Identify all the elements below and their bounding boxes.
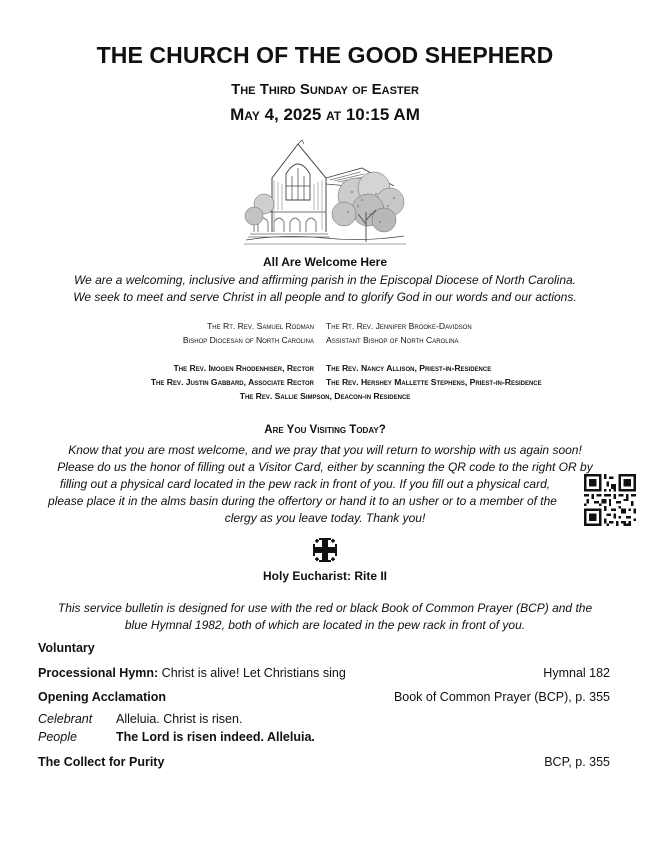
- deacon: The Rev. Sallie Simpson, Deacon-in Residence: [239, 391, 411, 401]
- bishop-diocesan: [183, 319, 314, 347]
- visiting-heading: Are You Visiting Today?: [264, 424, 386, 436]
- clergy-left-column: [151, 361, 314, 389]
- clergy-role: Assistant Bishop of North Carolina: [326, 335, 459, 345]
- qr-code-icon[interactable]: [584, 474, 636, 526]
- church-title: THE CHURCH OF THE GOOD SHEPHERD: [96, 42, 554, 68]
- clergy-role: Bishop Diocesan of North Carolina: [182, 335, 314, 345]
- visiting-line: Know that you are most welcome, and we pray that you will return to worship with us again soon!: [68, 443, 582, 457]
- note-line: blue Hymnal 1982, both of which are located in the pew rack in front of you.: [124, 618, 526, 632]
- clergy-name: The Rt. Rev. Samuel Rodman: [207, 321, 314, 331]
- celebrant-role: Celebrant: [38, 712, 93, 726]
- acclamation-ref: Book of Common Prayer (BCP), p. 355: [393, 690, 610, 704]
- visiting-line: filling out a physical card located in the pew rack in front of you. If you fill out a physical card,: [59, 477, 551, 491]
- processional-label: Processional Hymn:: [38, 666, 159, 680]
- collect-row: [38, 755, 610, 769]
- people-role: People: [38, 730, 77, 744]
- clergy-right-column: [326, 361, 542, 389]
- people-text: The Lord is risen indeed. Alleluia.: [116, 730, 315, 744]
- welcome-line: We are a welcoming, inclusive and affirming parish in the Episcopal Diocese of North Carolina.: [73, 273, 577, 287]
- clergy-name: The Rev. Imogen Rhodenhiser, Rector: [173, 363, 314, 373]
- clergy-name: The Rev. Nancy Allison, Priest-in-Residence: [326, 363, 492, 373]
- jerusalem-cross-icon: [311, 536, 339, 564]
- visiting-line: Please do us the honor of filling out a Visitor Card, either by scanning the QR code to the right OR by: [57, 460, 593, 474]
- collect-ref: BCP, p. 355: [544, 755, 610, 769]
- church-building-illustration: [244, 134, 406, 246]
- welcome-statement: [0, 272, 650, 306]
- acclamation-label: Opening Acclamation: [38, 690, 167, 704]
- collect-label: The Collect for Purity: [38, 755, 165, 769]
- processional-ref: Hymnal 182: [543, 666, 610, 680]
- clergy-name: The Rev. Justin Gabbard, Associate Rector: [150, 377, 314, 387]
- visiting-line: clergy as you leave today. Thank you!: [224, 511, 426, 525]
- processional-hymn-row: [38, 666, 610, 680]
- welcome-heading: All Are Welcome Here: [262, 255, 388, 269]
- opening-acclamation-row: [38, 690, 610, 704]
- celebrant-text: Alleluia. Christ is risen.: [116, 712, 243, 726]
- bulletin-note: [0, 600, 650, 634]
- processional-text: Christ is alive! Let Christians sing: [161, 666, 346, 680]
- welcome-line: We seek to meet and serve Christ in all people and to glorify God in our words and our actions.: [73, 290, 577, 304]
- clergy-name: The Rt. Rev. Jennifer Brooke-Davidson: [326, 321, 472, 331]
- service-datetime: May 4, 2025 at 10:15 AM: [230, 105, 420, 124]
- note-line: This service bulletin is designed for use with the red or black Book of Common Prayer (BCP) and the: [57, 601, 593, 615]
- voluntary-heading: Voluntary: [38, 641, 95, 655]
- occasion-subtitle: The Third Sunday of Easter: [231, 81, 419, 98]
- service-title: Holy Eucharist: Rite II: [262, 569, 388, 583]
- visiting-line: please place it in the alms basin during the offertory or hand it to an usher or to a member of the: [48, 494, 557, 508]
- clergy-name: The Rev. Hershey Mallette Stephens, Priest-in-Residence: [326, 377, 542, 387]
- assistant-bishop: [326, 319, 472, 347]
